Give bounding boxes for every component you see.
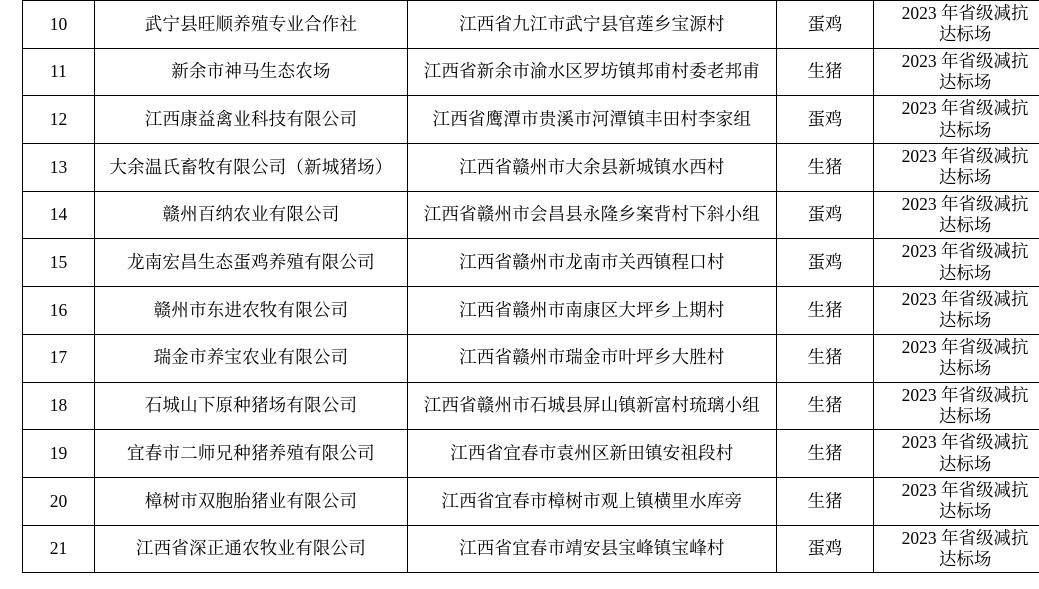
table-row <box>23 525 1039 573</box>
cell-livestock-type: 生猪 <box>776 48 874 96</box>
cell-level-line1: 2023 年省级减抗 <box>901 336 1029 357</box>
cell-index: 19 <box>23 430 95 478</box>
cell-address: 江西省宜春市靖安县宝峰镇宝峰村 <box>408 525 777 573</box>
cell-livestock-type: 蛋鸡 <box>776 96 874 144</box>
cell-unit-name: 赣州百纳农业有限公司 <box>94 191 407 239</box>
cell-livestock-type: 生猪 <box>776 430 874 478</box>
cell-unit-name: 武宁县旺顺养殖专业合作社 <box>94 1 407 49</box>
cell-level <box>874 1 1039 49</box>
cell-level-line2: 达标场 <box>938 548 992 569</box>
cell-index: 20 <box>23 477 95 525</box>
cell-unit-name: 新余市神马生态农场 <box>94 48 407 96</box>
cell-level-line1: 2023 年省级减抗 <box>901 241 1029 262</box>
cell-address: 江西省赣州市瑞金市叶坪乡大胜村 <box>408 334 777 382</box>
cell-unit-name: 龙南宏昌生态蛋鸡养殖有限公司 <box>94 239 407 287</box>
cell-address: 江西省赣州市南康区大坪乡上期村 <box>408 287 777 335</box>
cell-level-line2: 达标场 <box>938 167 992 188</box>
cell-level-line1: 2023 年省级减抗 <box>901 50 1029 71</box>
certified-farms-table <box>22 0 1039 573</box>
cell-address: 江西省赣州市石城县屏山镇新富村琉璃小组 <box>408 382 777 430</box>
cell-index: 14 <box>23 191 95 239</box>
cell-level <box>874 477 1039 525</box>
table-row <box>23 48 1039 96</box>
cell-level-line1: 2023 年省级减抗 <box>901 98 1029 119</box>
cell-level-line2: 达标场 <box>938 119 992 140</box>
cell-level-line1: 2023 年省级减抗 <box>901 384 1029 405</box>
cell-unit-name: 宜春市二师兄种猪养殖有限公司 <box>94 430 407 478</box>
cell-level-line2: 达标场 <box>938 72 992 93</box>
cell-livestock-type: 生猪 <box>776 287 874 335</box>
cell-livestock-type: 蛋鸡 <box>776 1 874 49</box>
cell-unit-name: 赣州市东进农牧有限公司 <box>94 287 407 335</box>
cell-level-line2: 达标场 <box>938 215 992 236</box>
cell-address: 江西省宜春市袁州区新田镇安祖段村 <box>408 430 777 478</box>
table-row <box>23 287 1039 335</box>
cell-level-line1: 2023 年省级减抗 <box>901 527 1029 548</box>
cell-index: 17 <box>23 334 95 382</box>
cell-livestock-type: 生猪 <box>776 334 874 382</box>
cell-level-line2: 达标场 <box>938 453 992 474</box>
cell-unit-name: 江西省深正通农牧业有限公司 <box>94 525 407 573</box>
cell-livestock-type: 生猪 <box>776 144 874 192</box>
cell-level-line1: 2023 年省级减抗 <box>901 432 1029 453</box>
table-row <box>23 96 1039 144</box>
cell-level <box>874 287 1039 335</box>
cell-level-line1: 2023 年省级减抗 <box>901 479 1029 500</box>
cell-unit-name: 樟树市双胞胎猪业有限公司 <box>94 477 407 525</box>
cell-level-line2: 达标场 <box>938 501 992 522</box>
cell-level <box>874 525 1039 573</box>
table-row <box>23 191 1039 239</box>
cell-address: 江西省赣州市龙南市关西镇程口村 <box>408 239 777 287</box>
cell-level <box>874 382 1039 430</box>
cell-livestock-type: 蛋鸡 <box>776 525 874 573</box>
cell-address: 江西省宜春市樟树市观上镇横里水库旁 <box>408 477 777 525</box>
table-row <box>23 430 1039 478</box>
cell-index: 12 <box>23 96 95 144</box>
cell-level-line2: 达标场 <box>938 358 992 379</box>
cell-level <box>874 334 1039 382</box>
cell-address: 江西省赣州市会昌县永隆乡案背村下斜小组 <box>408 191 777 239</box>
cell-unit-name: 江西康益禽业科技有限公司 <box>94 96 407 144</box>
cell-index: 13 <box>23 144 95 192</box>
cell-level-line2: 达标场 <box>938 262 992 283</box>
cell-index: 21 <box>23 525 95 573</box>
cell-level-line2: 达标场 <box>938 310 992 331</box>
table-row <box>23 239 1039 287</box>
cell-address: 江西省赣州市大余县新城镇水西村 <box>408 144 777 192</box>
cell-level-line1: 2023 年省级减抗 <box>901 146 1029 167</box>
cell-level <box>874 239 1039 287</box>
cell-level <box>874 48 1039 96</box>
cell-index: 18 <box>23 382 95 430</box>
cell-address: 江西省九江市武宁县官莲乡宝源村 <box>408 1 777 49</box>
cell-level-line1: 2023 年省级减抗 <box>901 3 1029 23</box>
cell-index: 10 <box>23 1 95 49</box>
cell-level <box>874 144 1039 192</box>
cell-address: 江西省鹰潭市贵溪市河潭镇丰田村李家组 <box>408 96 777 144</box>
cell-livestock-type: 蛋鸡 <box>776 191 874 239</box>
cell-level <box>874 191 1039 239</box>
cell-index: 16 <box>23 287 95 335</box>
table-row <box>23 1 1039 49</box>
cell-level-line2: 达标场 <box>938 24 992 45</box>
table-row <box>23 144 1039 192</box>
cell-livestock-type: 蛋鸡 <box>776 239 874 287</box>
table-row <box>23 477 1039 525</box>
cell-unit-name: 石城山下原种猪场有限公司 <box>94 382 407 430</box>
cell-level <box>874 96 1039 144</box>
cell-level-line1: 2023 年省级减抗 <box>901 193 1029 214</box>
cell-index: 11 <box>23 48 95 96</box>
table-row <box>23 382 1039 430</box>
cell-livestock-type: 生猪 <box>776 382 874 430</box>
table-row <box>23 334 1039 382</box>
table-body <box>23 1 1039 573</box>
cell-level-line2: 达标场 <box>938 405 992 426</box>
cell-address: 江西省新余市渝水区罗坊镇邦甫村委老邦甫 <box>408 48 777 96</box>
cell-unit-name: 瑞金市养宝农业有限公司 <box>94 334 407 382</box>
cell-unit-name: 大余温氏畜牧有限公司（新城猪场） <box>94 144 407 192</box>
cell-level <box>874 430 1039 478</box>
cell-level-line1: 2023 年省级减抗 <box>901 289 1029 310</box>
cell-index: 15 <box>23 239 95 287</box>
cell-livestock-type: 生猪 <box>776 477 874 525</box>
